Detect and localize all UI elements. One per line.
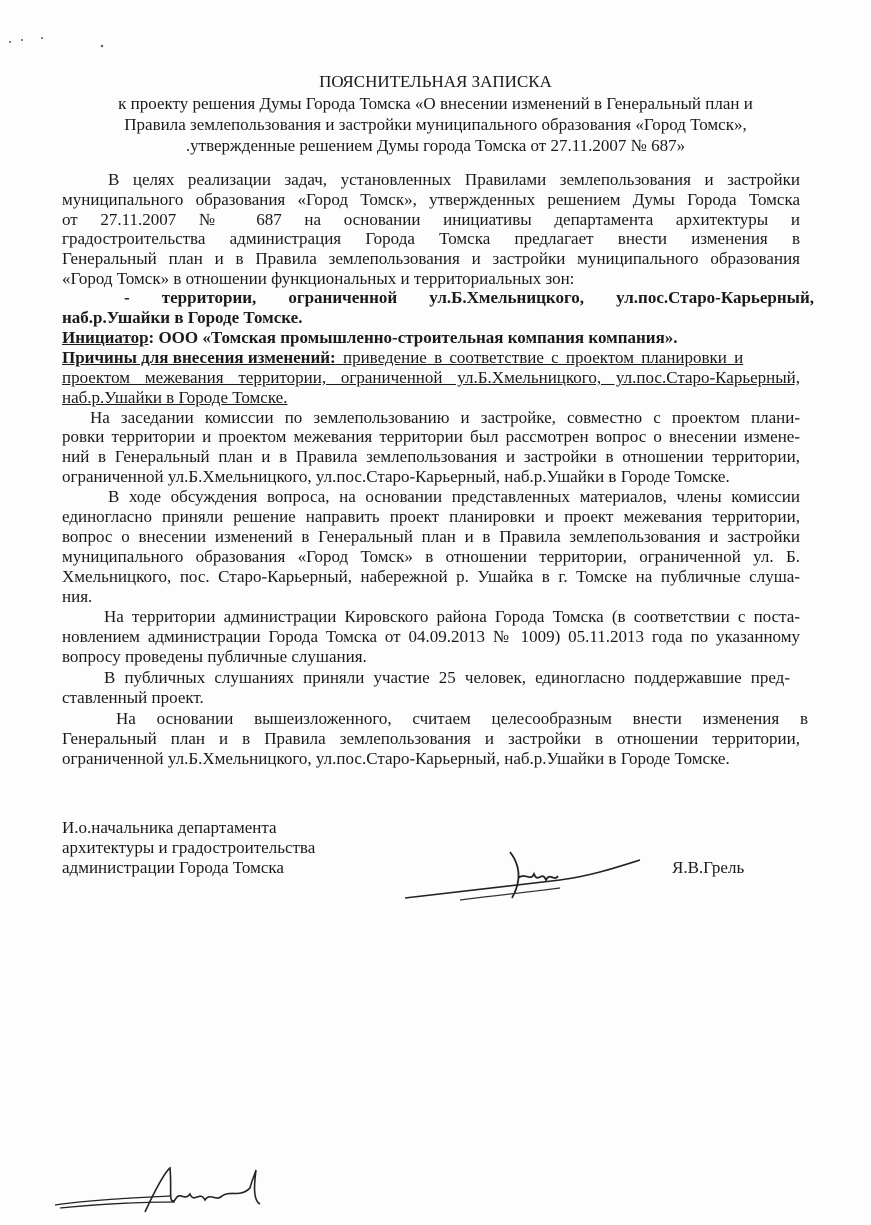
paragraph-line: вопрос о внесении изменений в Генеральный план и в Правила землепользования и застройки xyxy=(62,527,800,546)
paragraph-line: от 27.11.2007 № 687 на основании инициативы департамента архитектуры и xyxy=(62,210,800,229)
subtitle-line: Правила землепользования и застройки муниципального образования «Город Томск», xyxy=(124,115,747,134)
paragraph-line: ний в Генеральный план и в Правила землепользования и застройки в отношении территории, xyxy=(62,447,800,466)
handwritten-signature xyxy=(400,840,650,910)
paragraph-line: вопросу проведены публичные слушания. xyxy=(62,647,367,666)
bullet-line: наб.р.Ушайки в Городе Томске. xyxy=(62,308,303,327)
signatory-position: администрации Города Томска xyxy=(62,858,284,877)
reasons-line: наб.р.Ушайки в Городе Томске. xyxy=(62,388,288,407)
paragraph-line: На заседании комиссии по землепользованию и застройке, совместно с проектом плани- xyxy=(90,408,800,427)
scan-marks xyxy=(0,30,120,60)
signatory-name: Я.В.Грель xyxy=(672,858,745,877)
paragraph-line: Генеральный план и в Правила землепользования и застройки муниципального образования xyxy=(62,249,800,268)
paragraph-line: Генеральный план и в Правила землепользования и застройки в отношении территории, xyxy=(62,729,800,748)
signatory-position: архитектуры и градостроительства xyxy=(62,838,316,857)
initiator-line xyxy=(62,328,800,348)
paragraph-line: ровки территории и проектом межевания территории был рассмотрен вопрос о внесении измене- xyxy=(62,427,800,446)
reasons-text: приведение в соответствие с проектом планировки и xyxy=(335,348,744,367)
paragraph-line: В публичных слушаниях приняли участие 25 человек, единогласно поддержавшие пред- xyxy=(104,668,790,687)
paragraph-line: В ходе обсуждения вопроса, на основании представленных материалов, члены комиссии xyxy=(108,487,800,506)
paragraph-line: ограниченной ул.Б.Хмельницкого, ул.пос.Старо-Карьерный, наб.р.Ушайки в Городе Томске. xyxy=(62,467,730,486)
paragraph-line: На территории администрации Кировского района Города Томска (в соответствии с поста- xyxy=(104,607,800,626)
document-title: ПОЯСНИТЕЛЬНАЯ ЗАПИСКА xyxy=(319,72,552,91)
paragraph-line: муниципального образования «Город Томск», утвержденных решением Думы Города Томска xyxy=(62,190,800,209)
reasons-label: Причины для внесения изменений: xyxy=(62,348,336,367)
reasons-line: проектом межевания территории, ограниченной ул.Б.Хмельницкого, ул.пос.Старо-Карьерный, xyxy=(62,368,800,387)
paragraph-line: «Город Томск» в отношении функциональных и территориальных зон: xyxy=(62,269,575,288)
paragraph-line: На основании вышеизложенного, считаем целесообразным внести изменения в xyxy=(116,709,808,728)
subtitle-line: к проекту решения Думы Города Томска «О внесении изменений в Генеральный план и xyxy=(118,94,753,113)
paragraph-line: В целях реализации задач, установленных Правилами землепользования и застройки xyxy=(108,170,800,189)
paragraph-line: Хмельницкого, пос. Старо-Карьерный, набережной р. Ушайка в г. Томске на публичные слуша- xyxy=(62,567,800,586)
bullet-line: - территории, ограниченной ул.Б.Хмельницкого, ул.пос.Старо-Карьерный, xyxy=(124,288,814,307)
paragraph-line: градостроительства администрация Города Томска предлагает внести изменения в xyxy=(62,229,800,248)
initials-signature xyxy=(50,1160,280,1220)
subtitle-line: .утвержденные решением Думы города Томска от 27.11.2007 № 687» xyxy=(185,136,686,155)
paragraph-line: ограниченной ул.Б.Хмельницкого, ул.пос.Старо-Карьерный, наб.р.Ушайки в Городе Томске. xyxy=(62,749,730,768)
paragraph-line: муниципального образования «Город Томск» в отношении территории, ограниченной ул. Б. xyxy=(62,547,800,566)
paragraph-line: новлением администрации Города Томска от 04.09.2013 № 1009) 05.11.2013 года по указанному xyxy=(62,627,800,646)
paragraph-line: ния. xyxy=(62,587,93,606)
reasons-line xyxy=(62,348,800,368)
paragraph-line: ставленный проект. xyxy=(62,688,204,707)
signatory-position: И.о.начальника департамента xyxy=(62,818,277,837)
initiator-label: Инициатор xyxy=(62,328,149,347)
paragraph-line: единогласно приняли решение направить проект планировки и проект межевания территории, xyxy=(62,507,800,526)
initiator-value: : ООО «Томская промышленно-строительная компания компания». xyxy=(148,328,678,347)
